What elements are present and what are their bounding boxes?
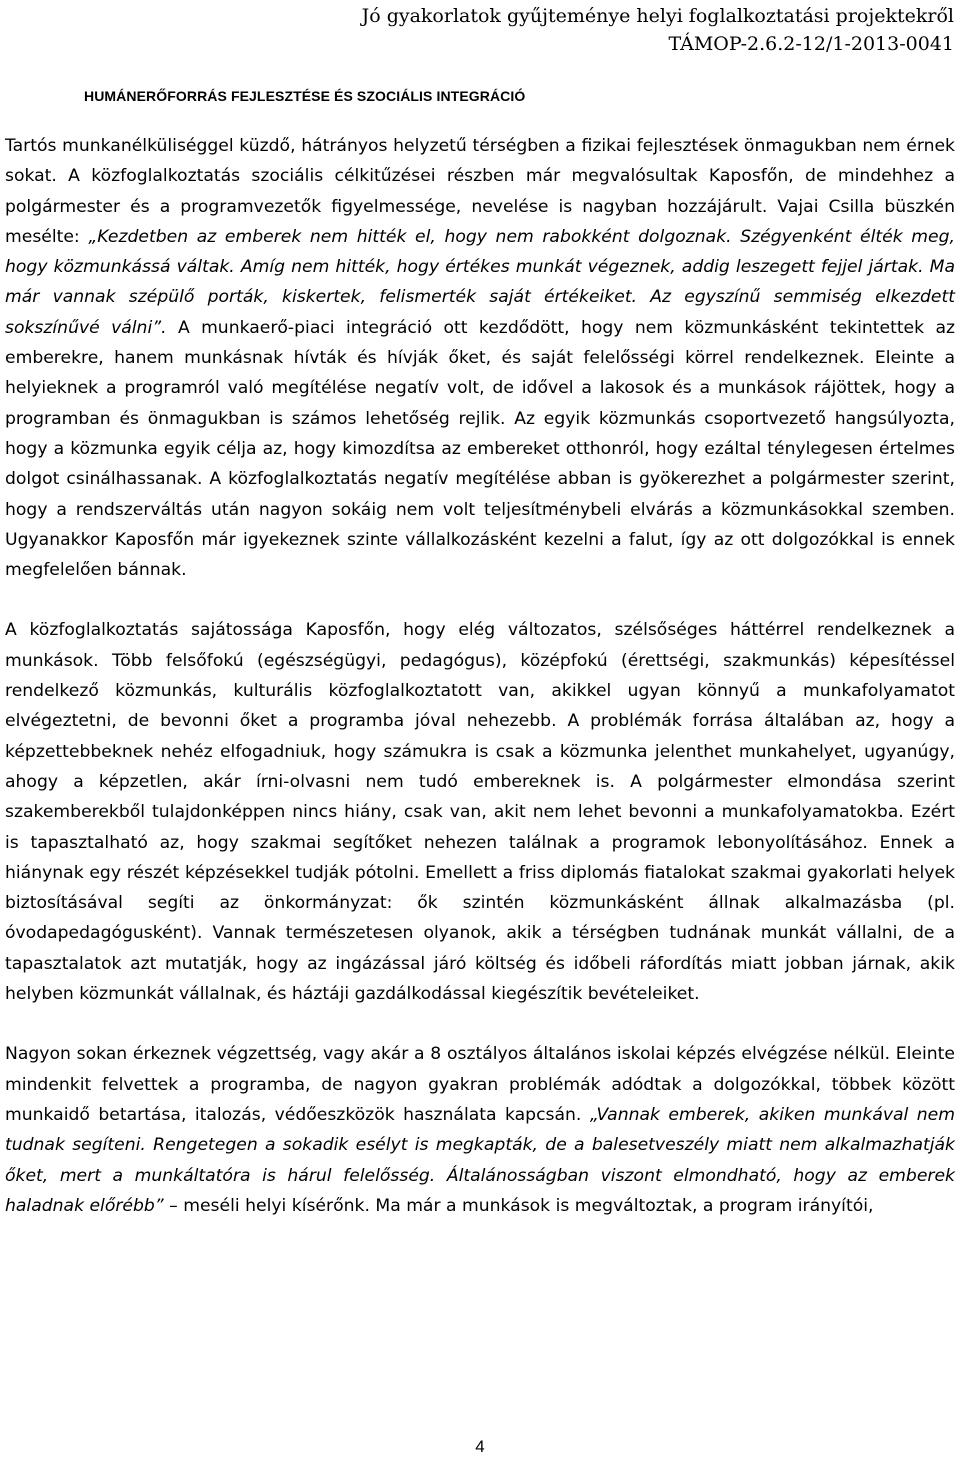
- paragraph-3: [5, 1039, 955, 1221]
- paragraph-3-text-a: Nagyon sokan érkeznek végzettség, vagy akár a 8 osztályos általános iskolai képzés elvégzése nélkül. Eleinte mindenkit felvettek a programba, de nagyon gyakran problémák adódtak a dolgozókkal, többek között munkaidő betartása, italozás, védőeszközök használata kapcsán.: [5, 1044, 955, 1125]
- paragraph-1: [5, 131, 955, 585]
- header-title: Jó gyakorlatok gyűjteménye helyi foglalkoztatási projektekről: [361, 5, 954, 27]
- paragraph-2: A közfoglalkoztatás sajátossága Kaposfőn, hogy elég változatos, szélsőséges háttérrel rendelkeznek a munkások. Több felsőfokú (egészségügyi, pedagógus), középfokú (érettségi, szakmunkás) képesítéssel rendelkező közmunkás, kulturális közfoglalkoztatott van, akikkel ugyan könnyű a munkafolyamatot elvégeztetni, de bevonni őket a programba jóval nehezebb. A problémák forrása általában az, hogy a képzettebbeknek nehéz elfogadniuk, hogy számukra is csak a közmunka jelenthet munkahelyet, ugyanúgy, ahogy a képzetlen, akár írni-olvasni nem tudó embereknek is. A polgármester elmondása szerint szakemberekből tulajdonképpen nincs hiány, csak van, akit nem lehet bevonni a munkafolyamatokba. Ezért is tapasztalható az, hogy szakmai segítőket nehezen találnak a programok lebonyolításához. Ennek a hiánynak egy részét képzésekkel tudják pótolni. Emellett a friss diplomás fiatalokat szakmai gyakorlati helyek biztosításával segíti az önkormányzat: ők szintén közmunkásként állnak alkalmazásba (pl. óvodapedagógusként). Vannak természetesen olyanok, akik a térségben tudnának munkát vállalni, de a tapasztalatok azt mutatják, hogy az ingázással járó költség és időbeli ráfordítás miatt jobban járnak, akik helyben közmunkát vállalnak, és háztáji gazdálkodással kiegészítik bevételeiket.: [5, 620, 955, 1005]
- body-text: [5, 131, 955, 1251]
- paragraph-3-quote: „Vannak emberek, akiken munkával nem tudnak segíteni. Rengetegen a sokadik esélyt is megkapták, de a balesetveszély miatt nem alkalmazhatják őket, mert a munkáltatóra is hárul felelősség. Általánosságban viszont elmondható, hogy az emberek haladnak előrébb”: [5, 1104, 955, 1216]
- paragraph-1-text-b: A munkaerő-piaci integráció ott kezdődött, hogy nem közmunkásként tekintettek az emberekre, hanem munkásnak hívták és hívják őket, és saját felelősségi körrel rendelkeznek. Eleinte a helyieknek a programról való megítélése negatív volt, de idővel a lakosok és a munkások rájöttek, hogy a programban és önmagukban is számos lehetőség rejlik. Az egyik közmunkás csoportvezető hangsúlyozta, hogy a közmunka egyik célja az, hogy kimozdítsa az embereket otthonról, hogy ezáltal ténylegesen értelmes dolgot csinálhassanak. A közfoglalkoztatás negatív megítélése abban is gyökerezhet a polgármester szerint, hogy a rendszerváltás után nagyon sokáig nem volt teljesítménybeli elvárás a közmunkásokkal szemben. Ugyanakkor Kaposfőn már igyekeznek szinte vállalkozásként kezelni a falut, így az ott dolgozókkal is ennek megfelelően bánnak.: [5, 317, 956, 581]
- paragraph-1-quote: „Kezdetben az emberek nem hitték el, hogy nem rabokként dolgoznak. Szégyenként élték meg, hogy közmunkássá váltak. Amíg nem hitték, hogy értékes munkát végeznek, addig leszegett fejjel jártak. Ma már vannak szépülő porták, kiskertek, felismerték saját értékeiket. Az egyszínű semmiség elkezdett sokszínűvé válni”.: [5, 226, 955, 338]
- running-header: [362, 2, 954, 58]
- section-title: HUMÁNERŐFORRÁS FEJLESZTÉSE ÉS SZOCIÁLIS INTEGRÁCIÓ: [84, 88, 526, 104]
- paragraph-3-text-b: – meséli helyi kísérőnk. Ma már a munkások is megváltoztak, a program irányítói,: [163, 1195, 874, 1216]
- header-project-code: TÁMOP-2.6.2-12/1-2013-0041: [668, 33, 954, 55]
- page-number: 4: [475, 1437, 485, 1456]
- paragraph-1-text-a: Tartós munkanélküliséggel küzdő, hátrányos helyzetű térségben a fizikai fejlesztések önmagukban nem érnek sokat. A közfoglalkoztatás szociális célkitűzései részben már megvalósultak Kaposfőn, de mindehhez a polgármester és a programvezetők figyelmessége, nevelése is nagyban hozzájárult. Vajai Csilla büszkén mesélte:: [5, 136, 955, 247]
